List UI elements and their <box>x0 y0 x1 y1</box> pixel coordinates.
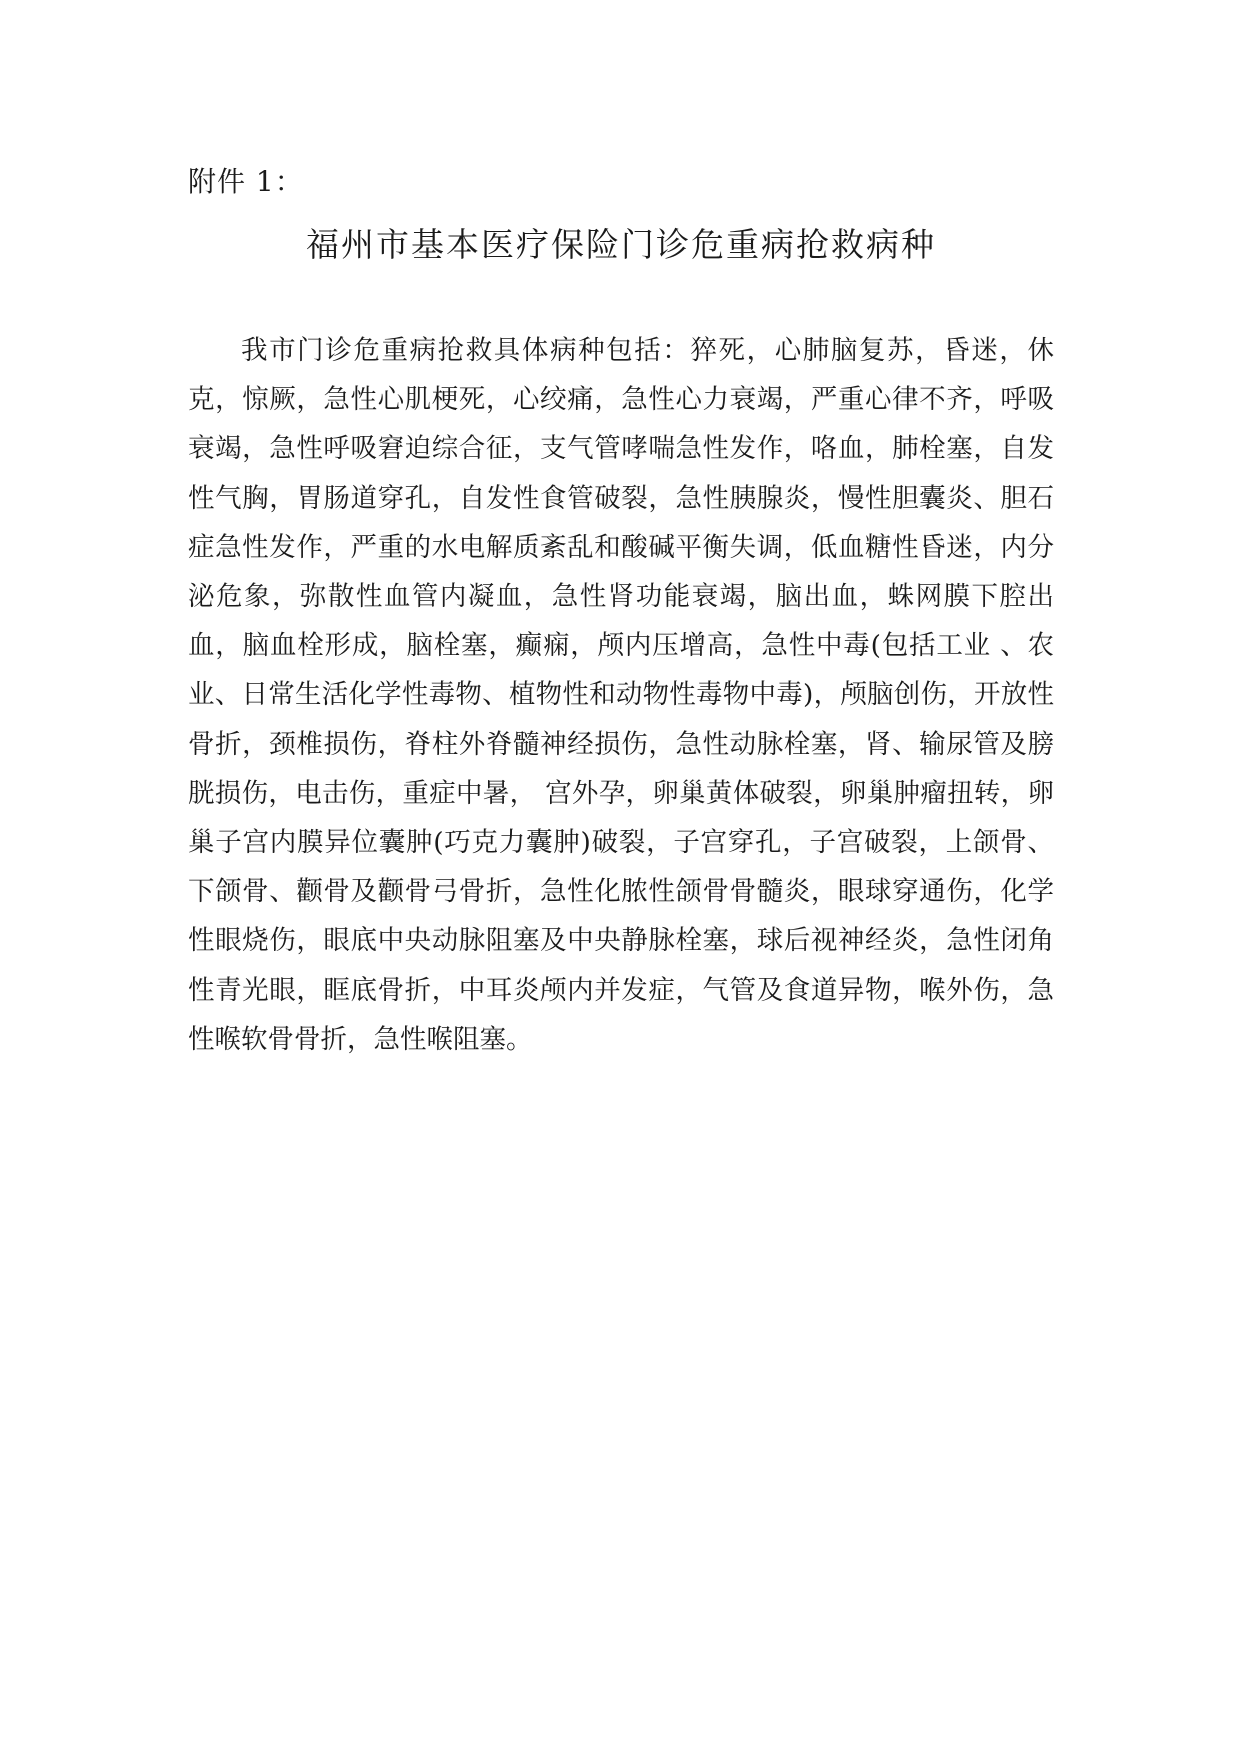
document-title: 福州市基本医疗保险门诊危重病抢救病种 <box>306 225 936 264</box>
attachment-label: 附件 1： <box>188 165 304 198</box>
body-paragraph: 我市门诊危重病抢救具体病种包括：猝死，心肺脑复苏，昏迷，休克，惊厥，急性心肌梗死，心绞痛，急性心力衰竭，严重心律不齐，呼吸衰竭，急性呼吸窘迫综合征，支气管哮喘急性发作，咯血，肺栓塞，自发性气胸，胃肠道穿孔，自发性食管破裂，急性胰腺炎，慢性胆囊炎、胆石症急性发作，严重的水电解质紊乱和酸碱平衡失调，低血糖性昏迷，内分泌危象，弥散性血管内凝血，急性肾功能衰竭，脑出血，蛛网膜下腔出血，脑血栓形成，脑栓塞，癫痫，颅内压增高，急性中毒(包括工业 、农业、日常生活化学性毒物、植物性和动物性毒物中毒)，颅脑创伤，开放性骨折，颈椎损伤，脊柱外脊髓神经损伤，急性动脉栓塞，肾、输尿管及膀胱损伤，电击伤，重症中暑， 宫外孕，卵巢黄体破裂，卵巢肿瘤扭转，卵巢子宫内膜异位囊肿(巧克力囊肿)破裂，子宫穿孔，子宫破裂，上颌骨、下颌骨、颧骨及颧骨弓骨折，急性化脓性颌骨骨髓炎，眼球穿通伤，化学性眼烧伤，眼底中央动脉阻塞及中央静脉栓塞，球后视神经炎，急性闭角性青光眼，眶底骨折，中耳炎颅内并发症，气管及食道异物，喉外伤，急性喉软骨骨折，急性喉阻塞。 <box>188 335 1054 1055</box>
